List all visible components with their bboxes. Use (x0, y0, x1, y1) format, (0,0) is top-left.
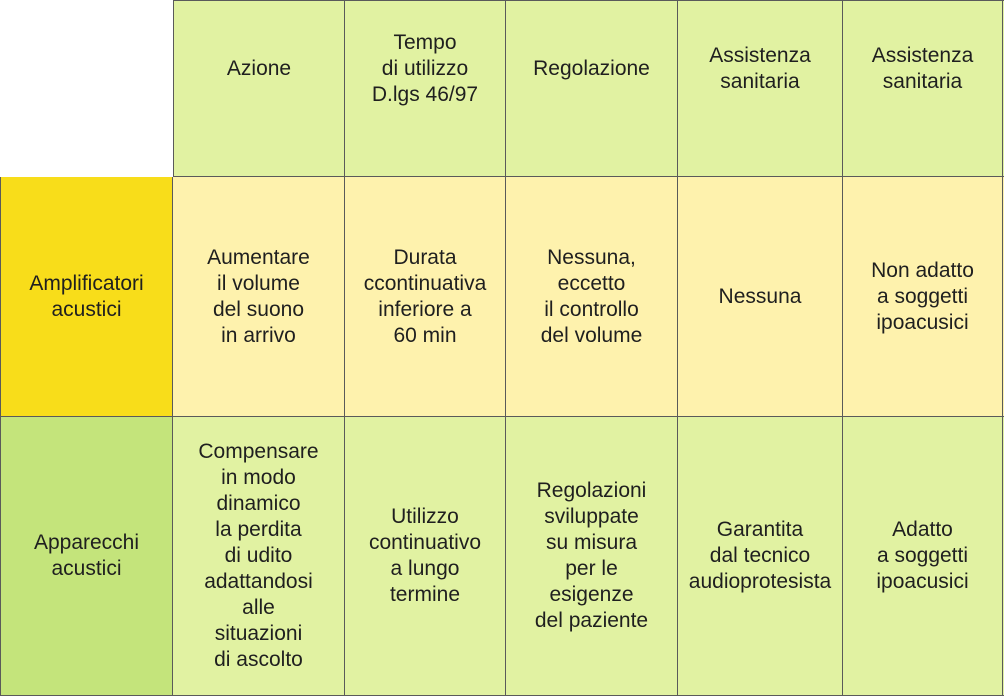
cell-amplificatori-assistenza-2 (843, 177, 1003, 417)
cell-text: Non adatto a soggetti ipoacusici (871, 258, 974, 334)
header-regolazione (506, 0, 678, 177)
row-label: Apparecchi acustici (33, 531, 140, 580)
row-label-amplificatori (0, 177, 173, 417)
cell-text: Nessuna (718, 284, 802, 308)
row-label-apparecchi (0, 417, 173, 696)
table-corner-blank (0, 0, 173, 177)
header-label: Regolazione (533, 56, 650, 80)
cell-text: Garantita dal tecnico audioprotesista (688, 518, 832, 593)
cell-amplificatori-regolazione (506, 177, 678, 417)
cell-text: Nessuna, eccetto il controllo del volume (540, 245, 643, 347)
cell-text: Utilizzo continuativo a lungo termine (368, 505, 482, 606)
cell-apparecchi-assistenza-2 (843, 417, 1003, 696)
row-label: Amplificatori acustici (29, 271, 144, 321)
cell-text: Regolazioni sviluppate su misura per le esigenze del paziente (534, 479, 649, 632)
cell-text: Adatto a soggetti ipoacusici (876, 518, 969, 593)
header-label: Assistenza sanitaria (709, 43, 811, 93)
cell-amplificatori-azione (173, 177, 345, 417)
header-assistenza-sanitaria-1 (678, 0, 843, 177)
cell-apparecchi-regolazione (506, 417, 678, 696)
header-label: Tempo di utilizzo D.lgs 46/97 (371, 30, 479, 106)
cell-apparecchi-tempo (345, 417, 506, 696)
cell-apparecchi-assistenza-1 (678, 417, 843, 696)
header-tempo-di-utilizzo (345, 0, 506, 177)
cell-amplificatori-tempo (345, 177, 506, 417)
cell-amplificatori-assistenza-1 (678, 177, 843, 417)
header-assistenza-sanitaria-2 (843, 0, 1003, 177)
header-azione (173, 0, 345, 177)
header-label: Assistenza sanitaria (871, 43, 974, 93)
header-label: Azione (226, 56, 292, 80)
cell-text: Durata ccontinuativa inferiore a 60 min (363, 245, 487, 347)
cell-text: Aumentare il volume del suono in arrivo (207, 245, 310, 347)
cell-apparecchi-azione (173, 417, 345, 696)
cell-text: Compensare in modo dinamico la perdita di udito adattandosi alle situazioni di ascolto (198, 440, 319, 671)
